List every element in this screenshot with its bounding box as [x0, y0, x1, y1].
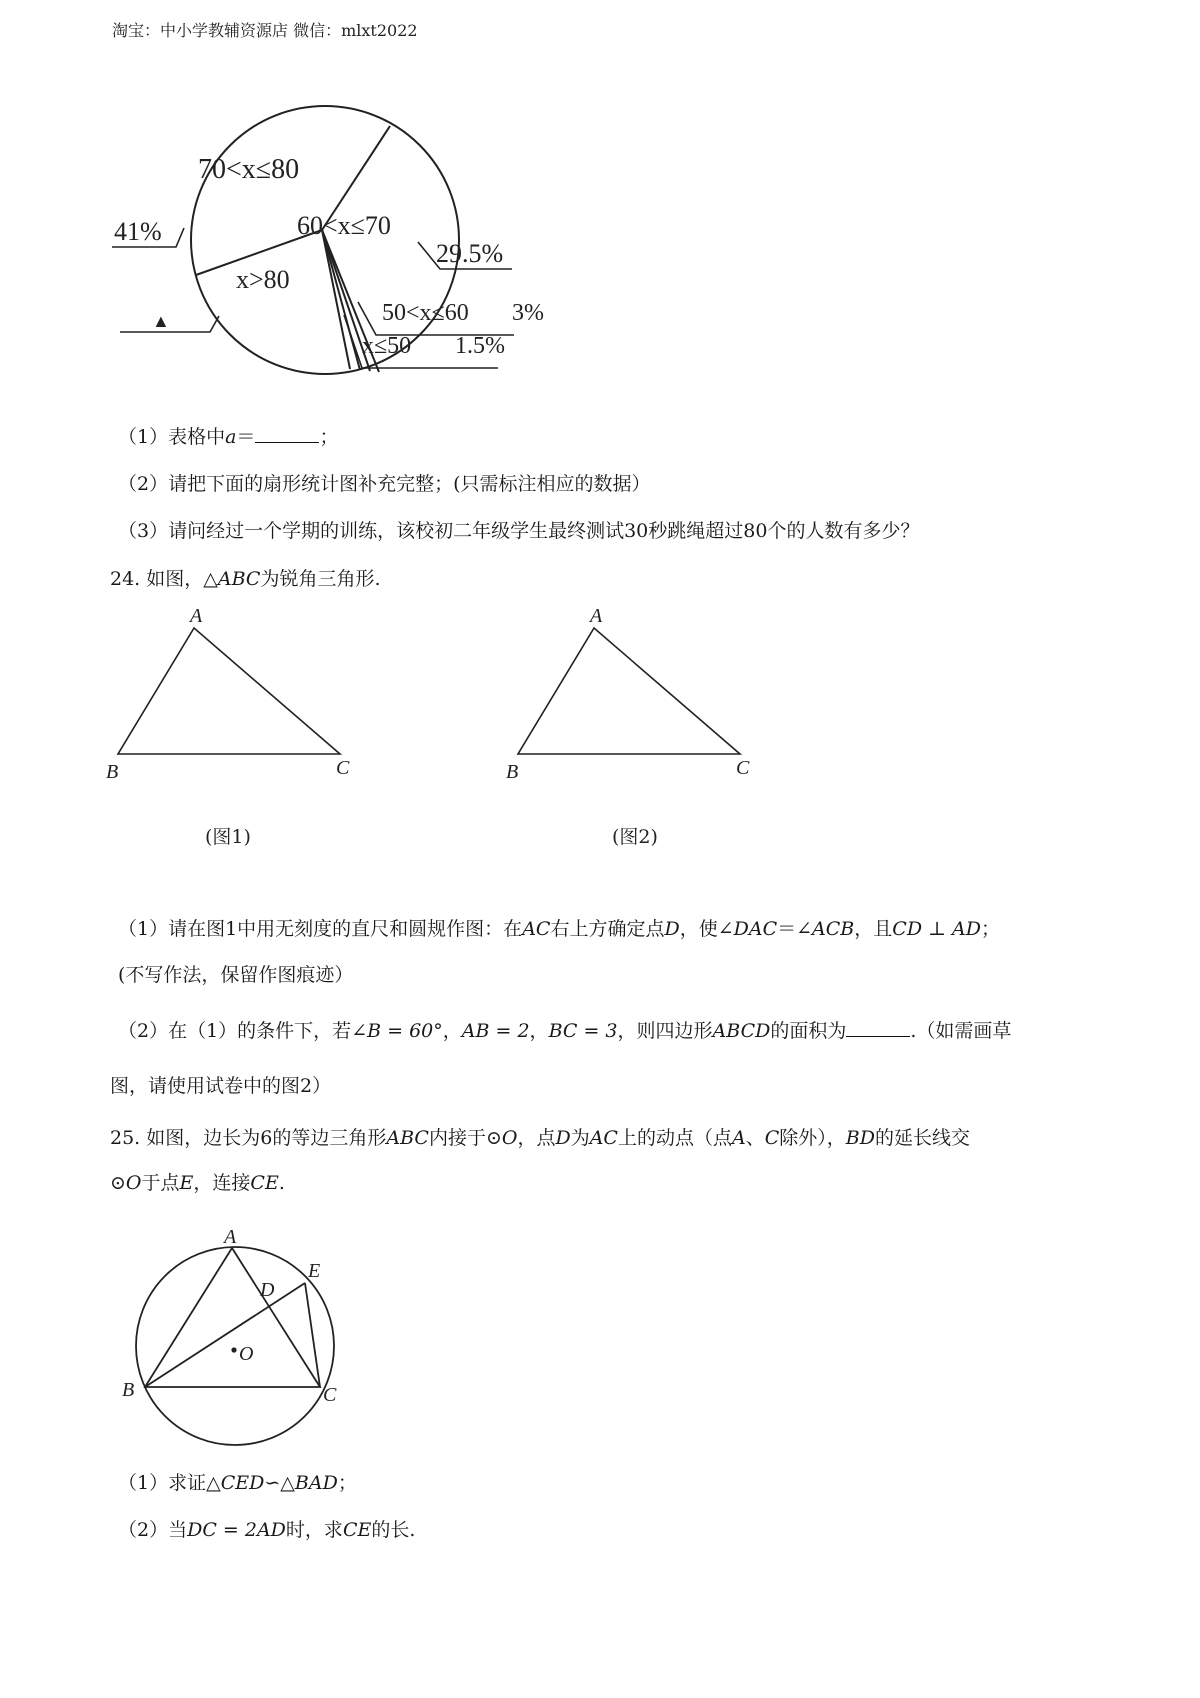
vertex-c-label: C	[736, 757, 750, 779]
vertex-a-label: A	[590, 605, 603, 627]
circle-o	[136, 1247, 334, 1445]
q25-figure	[110, 1225, 360, 1457]
label-c: C	[323, 1384, 337, 1406]
q24-part1-note: (不写作法，保留作图痕迹）	[118, 964, 354, 986]
pie-percent-3: 3%	[512, 300, 544, 326]
label-o: O	[239, 1343, 254, 1365]
answer-blank	[255, 424, 319, 443]
pie-label-60-70: 60<x≤70	[297, 211, 391, 240]
vertex-a-label: A	[190, 605, 203, 627]
pie-label-50-60: 50<x≤60	[382, 300, 469, 326]
q23-part2: （2）请把下面的扇形统计图补充完整；(只需标注相应的数据）	[118, 473, 651, 495]
pie-label-50: x≤50	[362, 333, 412, 359]
center-point-o	[231, 1347, 236, 1352]
triangle-abc-fig1	[118, 628, 340, 754]
page-header: 淘宝：中小学教辅资源店 微信：mlxt2022	[112, 21, 418, 40]
vertex-b-label: B	[506, 761, 519, 783]
pie-label-80: x>80	[236, 265, 290, 294]
pie-percent-29-5: 29.5%	[436, 239, 504, 268]
q25-part2: （2）当DC = 2AD时，求CE的长.	[118, 1519, 416, 1541]
pie-blank-triangle: ▲	[152, 311, 170, 331]
pie-percent-41: 41%	[114, 217, 162, 246]
q24-title: 24. 如图，△ABC为锐角三角形.	[110, 568, 381, 590]
q24-part2: （2）在（1）的条件下，若∠B = 60°，AB = 2，BC = 3，则四边形ABCD的面积为 .（如需画草	[118, 1020, 1012, 1042]
q24-part2-note: 图，请使用试卷中的图2）	[110, 1075, 332, 1097]
triangle-abc	[145, 1248, 320, 1387]
q25-part1: （1）求证△CED∽△BAD；	[118, 1472, 357, 1494]
vertex-c-label: C	[336, 757, 350, 779]
q24-figure-2	[500, 600, 780, 785]
label-a: A	[224, 1226, 237, 1248]
q23-part3: （3）请问经过一个学期的训练，该校初二年级学生最终测试30秒跳绳超过80个的人数有多少？	[118, 520, 920, 542]
label-e: E	[308, 1260, 321, 1282]
pie-percent-1-5: 1.5%	[455, 333, 505, 359]
pie-chart-figure	[100, 90, 620, 410]
q25-line1: 25. 如图，边长为6的等边三角形ABC内接于⊙O，点D为AC上的动点（点A、C除外），BD的延长线交	[110, 1127, 971, 1149]
q23-part1: （1）表格中a＝ ；	[118, 426, 339, 448]
segment-ce	[305, 1283, 320, 1387]
triangle-abc-fig2	[518, 628, 740, 754]
q24-figure-1	[100, 600, 380, 785]
label-d: D	[260, 1279, 275, 1301]
fig2-caption: (图2)	[612, 826, 658, 848]
q25-line2: ⊙O于点E，连接CE.	[110, 1172, 285, 1194]
answer-blank	[846, 1018, 910, 1037]
pie-label-70-80: 70<x≤80	[198, 154, 300, 185]
pie-divider-5	[322, 230, 360, 370]
segment-be	[145, 1283, 305, 1387]
label-b: B	[122, 1379, 135, 1401]
fig1-caption: (图1)	[205, 826, 251, 848]
vertex-b-label: B	[106, 761, 119, 783]
q24-part1: （1）请在图1中用无刻度的直尺和圆规作图：在AC右上方确定点D，使∠DAC＝∠ACB，且CD ⊥ AD；	[118, 918, 1000, 940]
